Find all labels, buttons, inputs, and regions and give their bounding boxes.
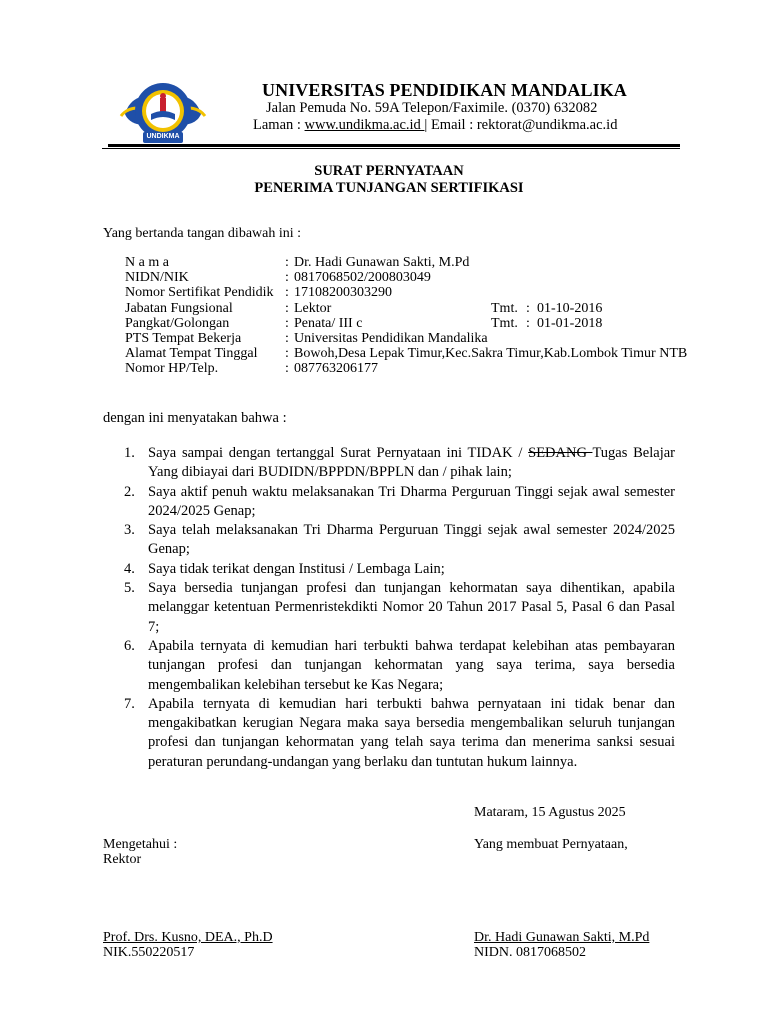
rector-name: Prof. Drs. Kusno, DEA., Ph.D <box>103 930 273 945</box>
list-number: 1. <box>124 445 135 461</box>
item-text: Saya telah melaksanakan Tri Dharma Perguruan Tinggi sejak awal semester 2024/2025 Genap; <box>148 522 675 558</box>
identity-label: Jabatan Fungsional <box>125 300 233 316</box>
tmt-colon: : <box>526 315 530 331</box>
tmt-value: 01-10-2016 <box>537 300 603 316</box>
item-strikethrough-text: SEDANG <box>528 445 593 461</box>
list-number: 3. <box>124 522 135 539</box>
statement-list <box>124 444 675 772</box>
list-item <box>124 483 675 522</box>
identity-value: Bowoh,Desa Lepak Timur,Kec.Sakra Timur,Kab.Lombok Timur NTB <box>294 346 688 362</box>
university-contact <box>253 117 617 134</box>
identity-value: Lektor <box>294 300 332 316</box>
list-number: 4. <box>124 560 135 577</box>
identity-colon: : <box>285 300 289 316</box>
university-name: UNIVERSITAS PENDIDIKAN MANDALIKA <box>262 80 627 100</box>
item-text: Apabila ternyata di kemudian hari terbukti bahwa terdapat kelebihan atas pembayaran tunjangan profesi dan tunjangan kehormatan yang saya terima, saya bersedia mengembalikan kelebihan tersebut ke Kas Negara; <box>148 637 675 693</box>
contact-prefix: Laman : <box>253 117 305 133</box>
declarant-label: Yang membuat Pernyataan, <box>474 837 628 852</box>
identity-value: 087763206177 <box>294 361 378 377</box>
identity-value: 17108200303290 <box>294 285 392 301</box>
declarant-id: NIDN. 0817068502 <box>474 945 586 960</box>
intro-text: Yang bertanda tangan dibawah ini : <box>103 226 302 241</box>
rector-id: NIK.550220517 <box>103 945 195 960</box>
list-item <box>124 444 675 483</box>
tmt-value: 01-01-2018 <box>537 315 603 331</box>
logo-banner-text: UNDIKMA <box>146 133 180 140</box>
list-item <box>124 637 675 695</box>
acknowledged-label: Mengetahui : <box>103 837 178 852</box>
tmt-colon: : <box>526 300 530 316</box>
item-text-before: Saya sampai dengan tertanggal Surat Pernyataan ini TIDAK / <box>148 445 529 461</box>
item-text: Saya bersedia tunjangan profesi dan tunjangan kehormatan saya dihentikan, apabila melanggar ketentuan Permenristekdikti Nomor 20 Tahun 2017 Pasal 5, Pasal 6 dan Pasal 7; <box>148 580 675 635</box>
item-text-after: Tugas Belajar Yang dibiayai dari BUDIDN/BPPDN/BPPLN dan / pihak lain; <box>148 445 676 481</box>
item-text: Apabila ternyata di kemudian hari terbukti bahwa pernyataan ini tidak benar dan mengakibatkan kerugian Negara maka saya bersedia mengembalikan seluruh tunjangan profesi dan tunjangan kehormatan yang telah saya terima dan menerima sanksi sesuai peraturan perundang-undangan yang berlaku dan tuntutan hukum lainnya. <box>148 695 675 770</box>
identity-label: Nomor Sertifikat Pendidik <box>125 285 274 301</box>
list-number: 7. <box>124 695 135 712</box>
header-rule-thin <box>102 148 680 149</box>
tmt-label: Tmt. <box>491 300 518 316</box>
list-item <box>124 560 675 579</box>
tmt-label: Tmt. <box>491 315 518 331</box>
list-item <box>124 521 675 560</box>
identity-colon: : <box>285 361 289 377</box>
document-title: SURAT PERNYATAAN <box>314 163 464 179</box>
identity-label: N a m a <box>125 255 169 270</box>
university-logo <box>119 80 207 146</box>
declarant-name: Dr. Hadi Gunawan Sakti, M.Pd <box>474 930 650 945</box>
contact-email: | Email : rektorat@undikma.ac.id <box>424 117 618 133</box>
identity-value: 0817068502/200803049 <box>294 270 431 286</box>
statement-heading: dengan ini menyatakan bahwa : <box>103 410 287 426</box>
identity-colon: : <box>285 330 289 346</box>
rector-title: Rektor <box>103 852 142 867</box>
item-text: Saya aktif penuh waktu melaksanakan Tri Dharma Perguruan Tinggi sejak awal semester 2024/2025 Genap; <box>148 483 675 519</box>
identity-colon: : <box>285 315 289 331</box>
item-text: Saya tidak terikat dengan Institusi / Lembaga Lain; <box>148 560 445 577</box>
identity-label: Pangkat/Golongan <box>125 315 230 331</box>
identity-value: Penata/ III c <box>294 315 363 331</box>
website-link[interactable]: www.undikma.ac.id <box>304 117 425 133</box>
header-rule-thick <box>108 144 680 147</box>
identity-label: NIDN/NIK <box>125 270 189 286</box>
logo-ring-text <box>119 80 120 81</box>
identity-label: Alamat Tempat Tinggal <box>125 346 258 362</box>
identity-colon: : <box>285 255 289 270</box>
list-number: 5. <box>124 580 135 597</box>
place-date: Mataram, 15 Agustus 2025 <box>474 805 626 820</box>
university-address: Jalan Pemuda No. 59A Telepon/Faximile. (0370) 632082 <box>266 100 598 116</box>
identity-colon: : <box>285 270 289 286</box>
identity-label: Nomor HP/Telp. <box>125 361 219 377</box>
identity-value: Dr. Hadi Gunawan Sakti, M.Pd <box>294 255 470 270</box>
list-number: 2. <box>124 483 135 500</box>
list-item <box>124 579 675 637</box>
identity-colon: : <box>285 346 289 362</box>
identity-label: PTS Tempat Bekerja <box>125 330 242 346</box>
list-item <box>124 695 675 772</box>
list-number: 6. <box>124 637 135 654</box>
document-subtitle: PENERIMA TUNJANGAN SERTIFIKASI <box>254 180 524 196</box>
identity-colon: : <box>285 285 289 301</box>
identity-value: Universitas Pendidikan Mandalika <box>294 330 488 346</box>
